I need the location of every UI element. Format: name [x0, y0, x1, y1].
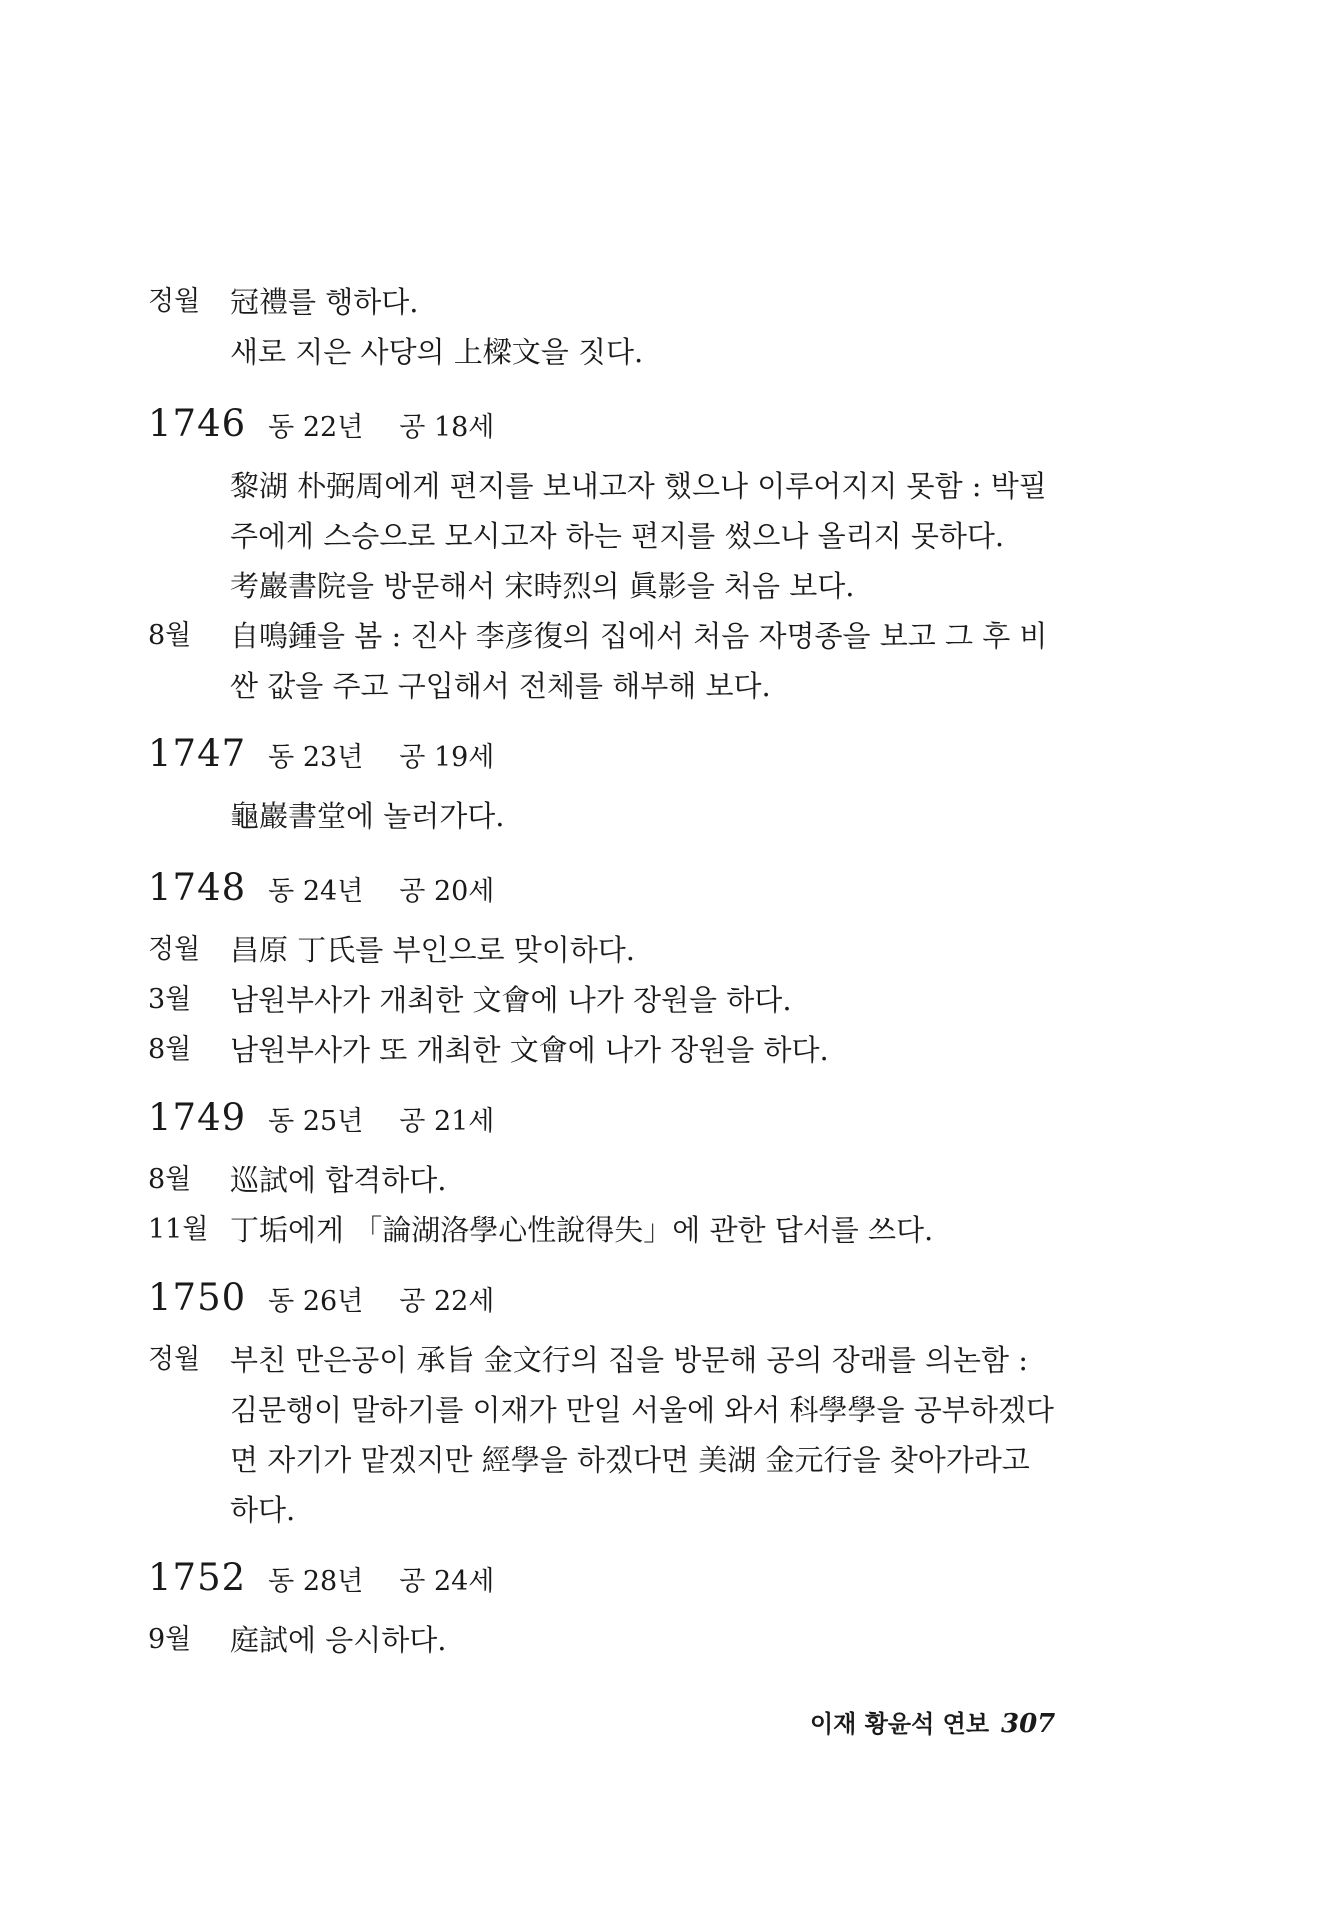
running-title: 이재 황윤석 연보 [810, 1710, 989, 1738]
era: 동 25년 [268, 1106, 364, 1137]
entry-text: 새로 지은 사당의 上樑文을 짓다. [230, 335, 644, 369]
entry-text: 庭試에 응시하다. [230, 1623, 447, 1657]
year-heading-1746 [148, 400, 494, 455]
era: 동 28년 [268, 1566, 364, 1597]
year: 1752 [148, 1556, 247, 1599]
entry-text: 龜巖書堂에 놀러가다. [230, 799, 505, 833]
entry-text: 巡試에 합격하다. [230, 1163, 447, 1197]
age: 공 22세 [399, 1286, 495, 1317]
month-label: 정월 [148, 1344, 201, 1375]
page-number: 307 [1001, 1709, 1056, 1739]
month-label: 정월 [148, 286, 201, 317]
age: 공 18세 [399, 412, 495, 443]
entry-text: 昌原 丁氏를 부인으로 맞이하다. [230, 933, 635, 967]
entry-text: 남원부사가 개최한 文會에 나가 장원을 하다. [230, 983, 792, 1017]
entry-text: 면 자기가 맡겠지만 經學을 하겠다면 美湖 金元行을 찾아가라고 [230, 1443, 1030, 1477]
year-heading-1750 [148, 1274, 494, 1329]
entry-text: 黎湖 朴弼周에게 편지를 보내고자 했으나 이루어지지 못함 : 박필 [230, 469, 1047, 503]
era: 동 26년 [268, 1286, 364, 1317]
age: 공 21세 [399, 1106, 495, 1137]
month-label: 11월 [148, 1214, 209, 1245]
page-footer [810, 1707, 1055, 1741]
month-label: 8월 [148, 620, 192, 651]
entry-text: 하다. [230, 1493, 296, 1527]
entry-text: 自鳴鍾을 봄 : 진사 李彦復의 집에서 처음 자명종을 보고 그 후 비 [230, 619, 1048, 653]
year: 1747 [148, 732, 247, 775]
year-heading-1752 [148, 1554, 494, 1609]
entry-text: 싼 값을 주고 구입해서 전체를 해부해 보다. [230, 669, 771, 703]
year-heading-1748 [148, 864, 494, 919]
entry-text: 冠禮를 행하다. [230, 285, 419, 319]
age: 공 19세 [399, 742, 495, 773]
entry-text: 考巖書院을 방문해서 宋時烈의 眞影을 처음 보다. [230, 569, 855, 603]
year: 1748 [148, 866, 247, 909]
year: 1750 [148, 1276, 247, 1319]
month-label: 8월 [148, 1164, 192, 1195]
year-heading-1747 [148, 730, 494, 785]
month-label: 9월 [148, 1624, 192, 1655]
month-label: 8월 [148, 1034, 192, 1065]
year: 1749 [148, 1096, 247, 1139]
month-label: 정월 [148, 934, 201, 965]
era: 동 22년 [268, 412, 364, 443]
age: 공 24세 [399, 1566, 495, 1597]
entry-text: 부친 만은공이 承旨 金文行의 집을 방문해 공의 장래를 의논함 : [230, 1343, 1029, 1377]
age: 공 20세 [399, 876, 495, 907]
entry-text: 丁垢에게 「論湖洛學心性說得失」에 관한 답서를 쓰다. [230, 1213, 934, 1247]
year-heading-1749 [148, 1094, 494, 1149]
era: 동 24년 [268, 876, 364, 907]
month-label: 3월 [148, 984, 192, 1015]
entry-text: 김문행이 말하기를 이재가 만일 서울에 와서 科學學을 공부하겠다 [230, 1393, 1054, 1427]
year: 1746 [148, 402, 247, 445]
entry-text: 주에게 스승으로 모시고자 하는 편지를 썼으나 올리지 못하다. [230, 519, 1005, 553]
entry-text: 남원부사가 또 개최한 文會에 나가 장원을 하다. [230, 1033, 829, 1067]
era: 동 23년 [268, 742, 364, 773]
